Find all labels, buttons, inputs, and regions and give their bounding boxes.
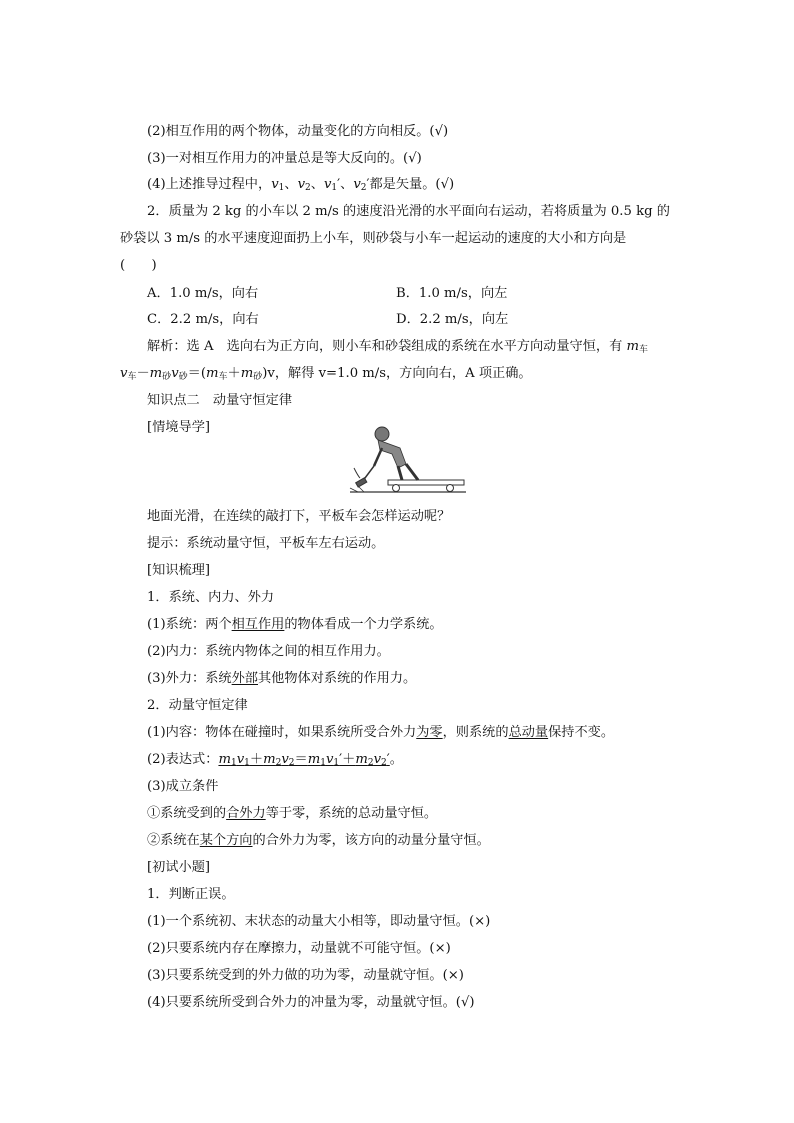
s2-heading: 2．动量守恒定律 [147,698,248,713]
s2-item1-c: 保持不变。 [548,725,615,740]
condition-1-a: ①系统受到的 [147,806,227,821]
condition-2-underline: 某个方向 [199,833,253,848]
item-q3: (3)一对相互作用力的冲量总是等大反向的。(√) [147,151,422,166]
condition-2-b: 的合外力为零，该方向的动量分量守恒。 [252,833,490,848]
s2-item2: (2)表达式：$m_1v_1+m_2v_2=m_1v_1'+m_2v_2'$。 [147,752,403,768]
condition-2 [147,832,490,850]
analysis-line1: 解析：选 A 选向右为正方向，则小车和砂袋组成的系统在水平方向动量守恒，有 $m_车$ [147,339,649,355]
s1-item1-a: (1)系统：两个 [147,617,232,632]
s2-item1-a: (1)内容：物体在碰撞时，如果系统所受合外力 [147,725,417,740]
trial-1-4: (4)只要系统所受到合外力的冲量为零，动量就守恒。(√) [147,995,475,1010]
s1-item1-b: 的物体看成一个力学系统。 [284,617,443,632]
condition-1-b: 等于零，系统的总动量守恒。 [265,806,438,821]
s2-item2-label: (2)表达式： [147,752,219,767]
guide-question: 地面光滑，在连续的敲打下，平板车会怎样运动呢？ [147,509,451,524]
s2-item1-underline1: 为零 [416,725,443,740]
option-d: D．2.2 m/s，向左 [396,312,509,327]
s1-item3-a: (3)外力：系统 [147,671,232,686]
condition-2-a: ②系统在 [147,833,200,848]
s1-heading: 1．系统、内力、外力 [147,590,275,605]
item-q4: (4)上述推导过程中，$v_1$、$v_2$、$v_1'$、$v_2'$都是矢量。(√) [147,177,455,193]
s1-item3 [147,670,416,688]
hammer-cart-illustration [348,420,468,498]
problem2-line2: 砂袋以 3 m/s 的水平速度迎面扔上小车，则砂袋与小车一起运动的速度的大小和方向是 [120,231,627,246]
s1-item3-underline: 外部 [231,671,258,686]
s1-item2: (2)内力：系统内物体之间的相互作用力。 [147,644,390,659]
condition-1-underline: 合外力 [226,806,266,821]
option-c: C．2.2 m/s，向右 [147,312,259,327]
guide-hint: 提示：系统动量守恒，平板车左右运动。 [147,536,385,551]
s2-item1-b: ，则系统的 [442,725,509,740]
trial-heading: [初试小题] [147,860,211,875]
s1-item1 [147,616,443,634]
s1-item3-b: 其他物体对系统的作用力。 [258,671,417,686]
item-q2: (2)相互作用的两个物体，动量变化的方向相反。(√) [147,124,449,139]
s2-item1 [147,724,614,742]
guide-heading: [情境导学] [147,420,211,435]
condition-1 [147,805,437,823]
option-a: A．1.0 m/s，向右 [147,286,259,301]
sort-heading: [知识梳理] [147,563,211,578]
trial-1-2: (2)只要系统内存在摩擦力，动量就不可能守恒。(×) [147,941,451,956]
analysis-text: 解析：选 A 选向右为正方向，则小车和砂袋组成的系统在水平方向动量守恒，有 [147,339,623,354]
option-b: B．1.0 m/s，向左 [396,286,508,301]
s2-item1-underline2: 总动量 [508,725,549,740]
analysis-text-2: v，解得 v=1.0 m/s，方向向右，A 项正确。 [267,366,532,381]
analysis-line2: $v_车-m_砂v_砂=(m_车+m_砂)v$，解得 v=1.0 m/s，方向向右，A 项正确。 [120,366,532,382]
s2-item3: (3)成立条件 [147,779,219,794]
trial-1: 1．判断正误。 [147,887,235,902]
item-q4-prefix: (4)上述推导过程中， [147,177,272,192]
trial-1-1: (1)一个系统初、末状态的动量大小相等，即动量守恒。(×) [147,914,491,929]
section-title: 知识点二 动量守恒定律 [147,393,293,408]
trial-1-3: (3)只要系统受到的外力做的功为零，动量就守恒。(×) [147,968,464,983]
problem2-paren: ( ) [120,258,157,273]
problem2-line1: 2．质量为 2 kg 的小车以 2 m/s 的速度沿光滑的水平面向右运动，若将质量为 0.5 kg 的 [147,204,670,219]
s1-item1-underline: 相互作用 [231,617,285,632]
item-q4-suffix: 都是矢量。(√) [369,177,455,192]
momentum-equation: $m_1v_1+m_2v_2=m_1v_1'+m_2v_2'$ [218,752,390,768]
